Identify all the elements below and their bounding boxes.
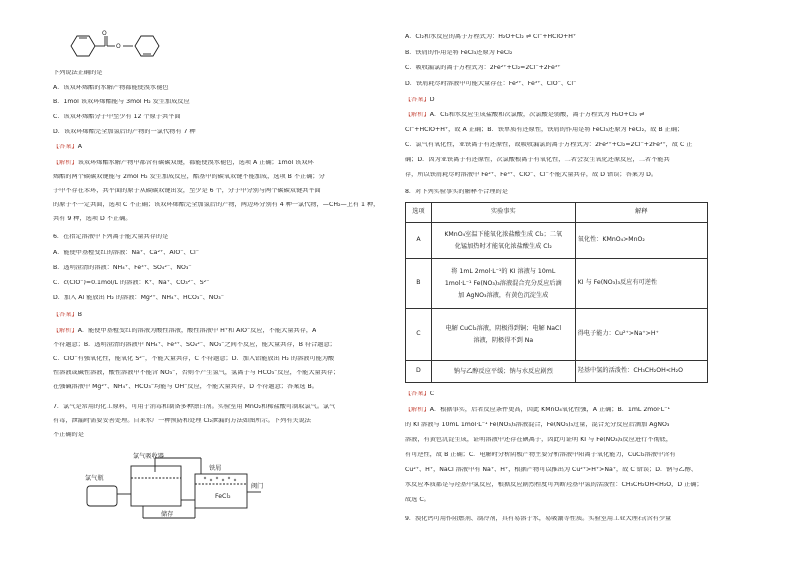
- q5-option-c: C．该双环烯酯分子中至少有 12 个原子共平面: [53, 114, 181, 120]
- fact-line: 电解 CuCl₂溶液，阴极得到铜；电解 NaCl: [445, 324, 562, 332]
- q9-stem: 9．溴化钙可用作阻燃剂、制冷剂，具有易溶于水，易吸潮等性质。实验室用工业大理石(含有少量: [405, 516, 672, 522]
- answer-value: C: [429, 391, 435, 397]
- svg-text:O: O: [102, 30, 107, 37]
- q7-stem-line: 7．氯气是常用的化工原料，可用于消毒和制备多种漂白剂。实验室用 MnO₂和稀盐酸可制取氯气。氯气: [53, 404, 336, 410]
- q8-solution-line: 故选 C。: [405, 497, 430, 503]
- q8-solution-line: Cu²⁺、H⁺，NaCl 溶液中有 Na⁺、H⁺，根据产物可以推出为 Cu²⁺>H⁺>Na⁺，故 C 错误；D．钠与乙醇、: [405, 467, 698, 473]
- q6-option-b: B．透明澄清的溶液：NH₄⁺、Fe³⁺、SO₄²⁻、NO₃⁻: [53, 265, 192, 271]
- q7-option-d: D．铁屑耗尽时溶液中可能大量存在：Fe²⁺、Fe³⁺、ClO⁻、Cl⁻: [405, 81, 577, 87]
- fact-line: 溶液，阴极得不到 Na: [473, 336, 534, 344]
- fact-line: KMnO₄室温下能氧化浓盐酸生成 Cl₂；二氧: [444, 230, 563, 238]
- fact-line: 加 AgNO₃溶液，有黄色沉淀生成: [458, 291, 549, 299]
- table-cell-option: D: [406, 361, 432, 383]
- table-cell-explanation: 得电子能力：Cu²⁺>Na⁺>H⁺: [575, 309, 707, 361]
- q5-solution-line: 烯酯的两个碳碳双键能与 2mol H₂ 发生加成反应，酯基中的碳氧双键不能加成，选项 B 不正确；分: [53, 174, 325, 180]
- solution-tag: 【解析】: [53, 328, 78, 334]
- table-cell-fact: [431, 309, 575, 361]
- answer-tag: 【答案】: [53, 144, 78, 150]
- table-cell-option: A: [406, 223, 432, 259]
- q5-option-d: D．该双环烯酯完全加氢后的产物的一氯代物有 7 种: [53, 129, 196, 135]
- svg-text:O: O: [116, 43, 121, 50]
- label-absorber: 氯气吸收器: [133, 453, 164, 460]
- q8-solution-line: 有可逆性，故 B 正确；C．电解时分析阴极产物主要分析溶液中阳离子氧化能力，CuCl₂溶液中含有: [405, 452, 676, 458]
- fact-line: 将 1mL 2mol·L⁻¹的 KI 溶液与 10mL: [451, 267, 556, 275]
- q8-solution-line: 溶液，有黄色沉淀生成，证明溶液中还存在碘离子，因此可证明 KI 与 Fe(NO₃)₃反应进行不彻底，: [405, 437, 673, 443]
- solution-tag: 【解析】: [53, 160, 78, 166]
- q7-solution-line: [405, 112, 644, 118]
- q6-option-c: C．c(ClO⁻)=0.1mol/L 的溶液：K⁺、Na⁺、CO₃²⁻、S²⁻: [53, 280, 210, 286]
- q6-answer: [53, 312, 82, 318]
- solution-text: A．Cl₂和水反应生成盐酸和次氯酸，次氯酸是弱酸，离子方程式为 H₂O+Cl₂ ⇌: [429, 112, 645, 118]
- q5-option-b: B．1mol 该双环烯酯能与 3mol H₂ 发生加成反应: [53, 99, 190, 105]
- table-cell-explanation: KI 与 Fe(NO₃)₃反应有可逆性: [575, 259, 707, 309]
- label-solution: FeCl₂: [215, 493, 231, 500]
- q8-solution-line: 水反应本质都是与羟基中氢反应，根据反应剧烈程度可判断羟基中氢的活泼性：CH₃CH₂OH<H₂O，D 正确；: [405, 482, 703, 488]
- table-cell-fact: [431, 223, 575, 259]
- q7-solution-line: Cl⁻+HClO+H⁺，故 A 正确；B．铁单质有还原性，铁屑的作用是将 FeCl₃还原为 FeCl₂，故 B 正确；: [405, 127, 684, 133]
- answer-tag: 【答案】: [53, 312, 78, 318]
- experiment-table: [405, 202, 708, 383]
- q7-option-b: B．铁屑的作用是将 FeCl₃还原为 FeCl₂: [405, 50, 513, 56]
- table-cell-explanation: 羟基中氢的活泼性：CH₃CH₂OH<H₂O: [575, 361, 707, 383]
- answer-tag: 【答案】: [405, 391, 430, 397]
- answer-tag: 【答案】: [405, 97, 430, 103]
- fact-line: 1mol·L⁻¹ Fe(NO₃)₃溶液混合充分反应后滴: [444, 279, 562, 287]
- label-gas-cylinder: 氯气瓶: [85, 475, 104, 482]
- cyclohexene-ring-left: [71, 36, 95, 56]
- q8-solution-line: [405, 407, 670, 413]
- q8-stem: 8．对下列实验事实的解释不合理的是: [405, 189, 508, 195]
- q6-option-a: A．能使甲基橙变红的溶液：Na⁺、Ca²⁺、AlO⁻、Cl⁻: [53, 250, 199, 256]
- fact-line: 钠与乙醇反应平缓；钠与水反应剧烈: [453, 367, 553, 375]
- answer-value: B: [77, 312, 82, 318]
- table-cell-fact: [431, 361, 575, 383]
- ester-structure-figure: [61, 30, 171, 62]
- q5-stem: 下列说法正确的是: [53, 70, 103, 76]
- table-cell-option: C: [406, 309, 432, 361]
- table-cell-explanation: 氧化性：KMnO₄>MnO₂: [575, 223, 707, 259]
- answer-value: A: [77, 144, 82, 150]
- q5-answer: [53, 144, 82, 150]
- q8-solution-line: 的 KI 溶液与 10mL 1mol·L⁻¹ Fe(NO₃)₃溶液混合，Fe(NO₃)₃过量，混合充分反应后滴加 AgNO₃: [405, 422, 670, 428]
- table-row: [406, 259, 708, 309]
- table-row: [406, 361, 708, 383]
- table-header-option: 选项: [406, 203, 432, 223]
- solution-tag: 【解析】: [405, 112, 430, 118]
- fact-line: 化锰加热时才能氧化浓盐酸生成 Cl₂: [454, 242, 552, 250]
- solution-text: A．根据事实，后者反应条件更高，因此 KMnO₄氧化性强，A 正确；B．1mL 2mol·L⁻¹: [429, 407, 670, 413]
- q8-answer: [405, 391, 434, 397]
- q6-solution-line: 在强碱溶液中 Mg²⁺、NH₄⁺、HCO₃⁻均能与 OH⁻反应，不能大量共存，D 不符题意；答案选 B。: [53, 384, 318, 390]
- q6-solution-line: [53, 328, 316, 334]
- q5-option-a: A．该双环烯酯的水解产物都能使溴水褪色: [53, 85, 169, 91]
- left-column: [53, 0, 393, 562]
- table-header-fact: 实验事实: [431, 203, 575, 223]
- solution-text: 该双环烯酯水解产物中都含有碳碳双键，都能使溴水褪色，选项 A 正确；1mol 该双环: [77, 160, 314, 166]
- label-store: 储存: [161, 511, 174, 518]
- cyclohexene-ring-right: [135, 36, 159, 56]
- solution-text: A．能使甲基橙变红的溶液为酸性溶液，酸性溶液中 H⁺和 AlO⁻反应，不能大量共存，A: [77, 328, 317, 334]
- answer-value: D: [429, 97, 435, 103]
- q7-stem-line: 有毒，泄漏时需要妥善处理。自来水厂一种预防和处理 Cl₂泄漏的方法如图所示。下列有关说法: [53, 418, 311, 424]
- q7-stem-line: 不正确的是: [53, 432, 84, 438]
- table-cell-option: B: [406, 259, 432, 309]
- q7-solution-line: 存，所以铁屑耗尽时溶液中 Fe²⁺、Fe³⁺、ClO⁻、Cl⁻不能大量共存，故 D 错误；答案为 D。: [405, 172, 658, 178]
- table-header-row: [406, 203, 708, 223]
- solution-tag: 【解析】: [405, 407, 430, 413]
- q5-solution-line: 共有 9 种，选项 D 不正确。: [53, 216, 132, 222]
- q6-stem: 6．在指定溶液中下列离子能大量共存的是: [53, 234, 169, 240]
- label-valve: 阀门: [251, 483, 264, 490]
- q5-solution-line: 子中不存在苯环，共平面的原子从碳碳双键出发，至少是 6 个，分子中分别与两个碳碳双键共平面: [53, 188, 321, 194]
- q7-solution-line: C．氯气有氧化性，亚铁离子有还原性，故吸收漏氯的离子方程式为：2Fe²⁺+Cl₂=2Cl⁻+2Fe³⁺，故 C 正: [405, 142, 693, 148]
- q6-solution-line: C．ClO⁻有强氧化性，能氧化 S²⁻，不能大量共存，C 不符题意；D．加入铝能放出 H₂ 的溶液可能为酸: [53, 356, 335, 362]
- q5-solution-line: [53, 160, 314, 166]
- q6-option-d: D．加入 Al 能放出 H₂ 的溶液：Mg²⁺、NH₄⁺、HCO₃⁻、NO₃⁻: [53, 295, 225, 301]
- table-cell-fact: [431, 259, 575, 309]
- apparatus-figure: [83, 448, 273, 524]
- q7-answer: [405, 97, 435, 103]
- q7-option-a: A．Cl₂和水反应的离子方程式为：H₂O+Cl₂ ⇌ Cl⁻+HClO+H⁺: [405, 34, 577, 40]
- table-row: [406, 309, 708, 361]
- q5-solution-line: 的原子不一定共面，选项 C 不正确；该双环烯酯完全加氢后的产物，两边环分别有 4 种一氯代物，—CH₂—上有 1 种，: [53, 202, 380, 208]
- q7-option-c: C．吸收漏氯的离子方程式为：2Fe²⁺+Cl₂=2Cl⁻+2Fe³⁺: [405, 65, 561, 71]
- table-row: [406, 223, 708, 259]
- right-column: [405, 0, 743, 562]
- table-header-explanation: 解释: [575, 203, 707, 223]
- q6-solution-line: 性溶液或碱性溶液，酸性溶液中不能含 NO₃⁻，否则不产生氢气，氢离子与 HCO₃⁻反应，不能大量共存；: [53, 370, 340, 376]
- q7-solution-line: 确；D．因为亚铁离子有还原性，次氯酸根离子有氧化性，二者会发生氧化还原反应，二者不能共: [405, 157, 670, 163]
- label-scrap-iron: 铁屑: [209, 465, 222, 472]
- q6-solution-line: 不符题意；B．透明澄清的溶液中 NH₄⁺、Fe³⁺、SO₄²⁻、NO₃⁻之间不反应，能大量共存，B 符合题意；: [53, 342, 336, 348]
